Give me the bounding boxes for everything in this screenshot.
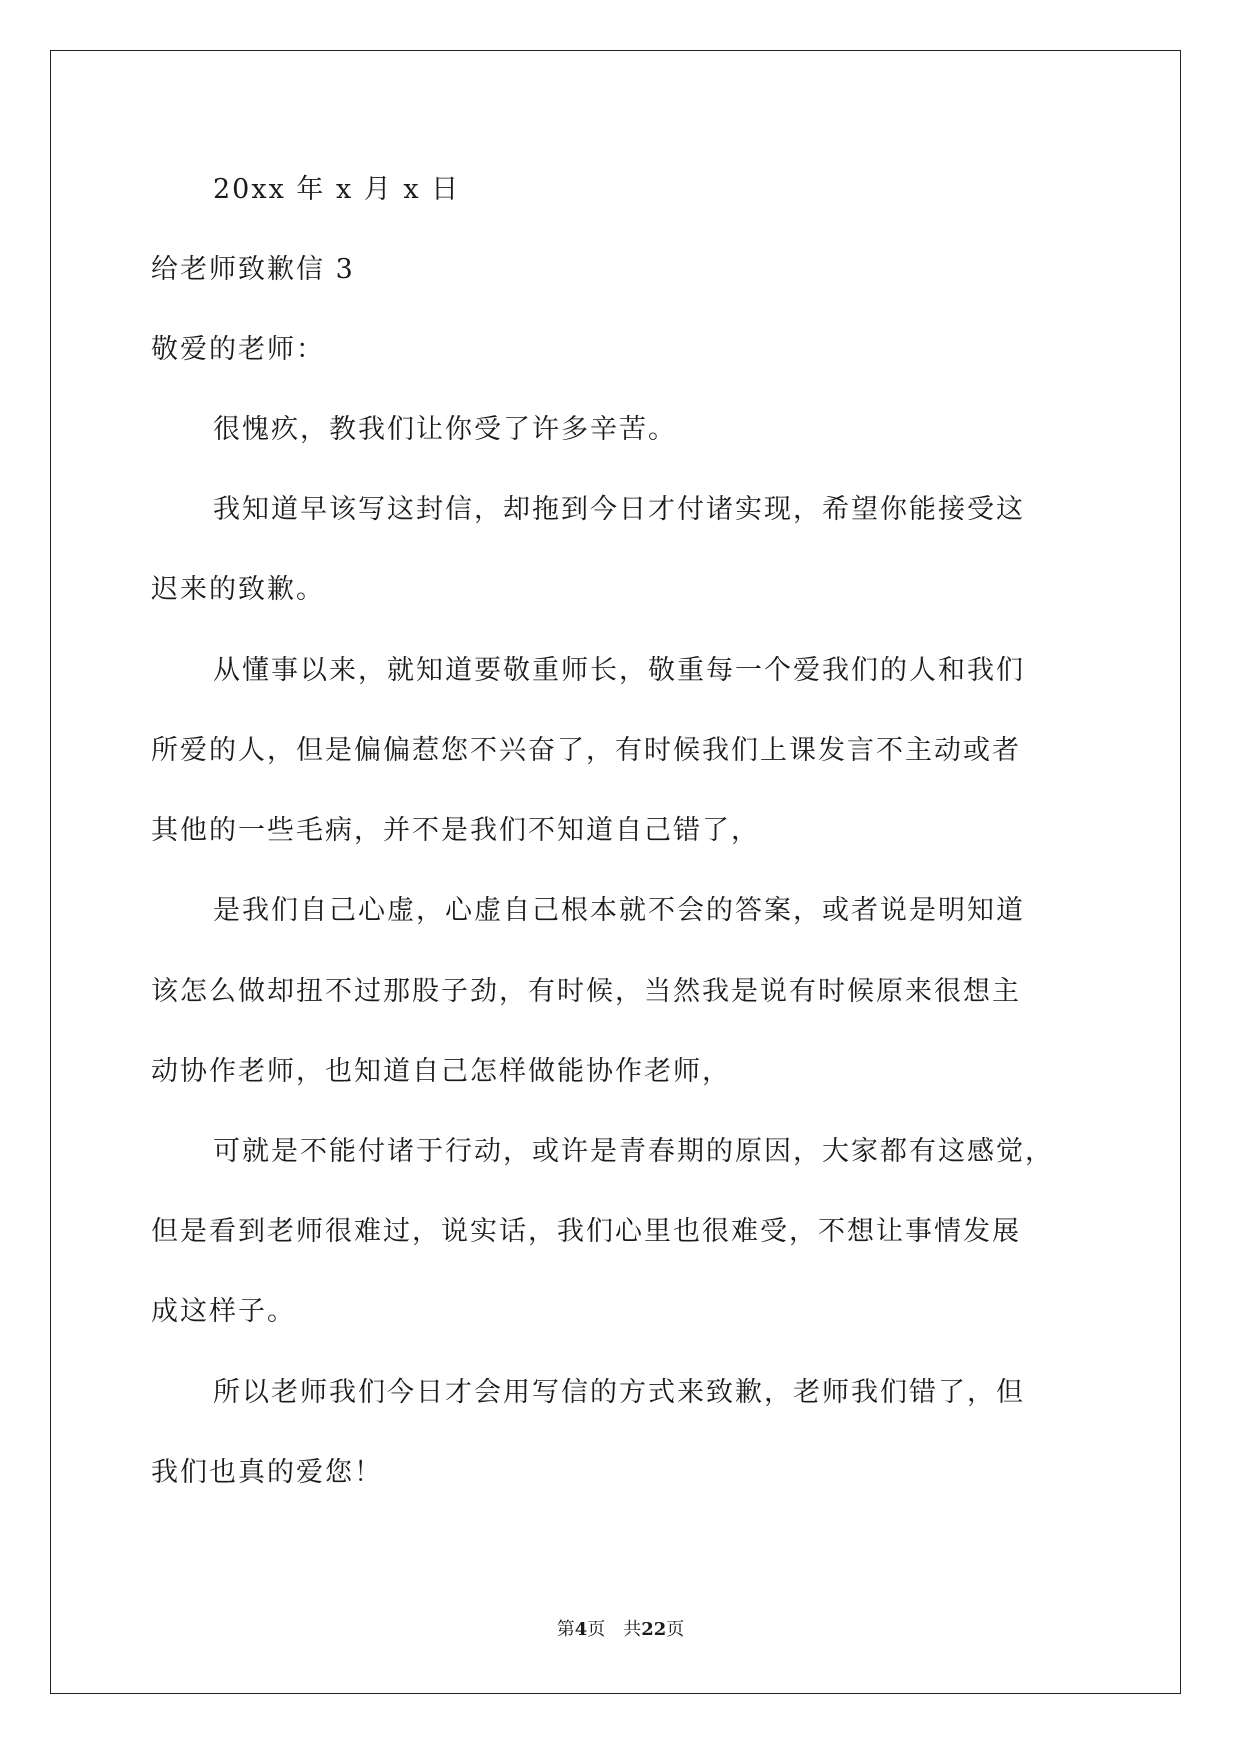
current-page-number: 4	[574, 1619, 588, 1640]
paragraph-line: 很愧疚，教我们让你受了许多辛苦。	[213, 414, 677, 445]
paragraph-line: 可就是不能付诸于行动，或许是青春期的原因，大家都有这感觉，	[213, 1136, 1054, 1167]
footer-prefix: 第	[556, 1619, 575, 1640]
page-footer	[0, 1618, 1241, 1642]
paragraph-line: 从懂事以来，就知道要敬重师长，敬重每一个爱我们的人和我们	[213, 655, 1025, 686]
paragraph-line: 所爱的人，但是偏偏惹您不兴奋了，有时候我们上课发言不主动或者	[151, 735, 1021, 766]
footer-mid: 页 共	[587, 1619, 642, 1640]
paragraph-line: 其他的一些毛病，并不是我们不知道自己错了，	[151, 815, 760, 846]
paragraph-line: 是我们自己心虚，心虚自己根本就不会的答案，或者说是明知道	[213, 895, 1025, 926]
footer-suffix: 页	[666, 1619, 685, 1640]
page-border	[50, 50, 1181, 1694]
paragraph-line: 所以老师我们今日才会用写信的方式来致歉，老师我们错了，但	[213, 1377, 1025, 1408]
paragraph-line: 成这样子。	[151, 1296, 296, 1327]
paragraph-line: 该怎么做却扭不过那股子劲，有时候，当然我是说有时候原来很想主	[151, 976, 1021, 1007]
total-page-count: 22	[641, 1619, 667, 1640]
letter-date: 20xx 年 x 月 x 日	[213, 174, 461, 205]
paragraph-line: 动协作老师，也知道自己怎样做能协作老师，	[151, 1056, 731, 1087]
letter-salutation: 敬爱的老师：	[151, 334, 325, 365]
paragraph-line: 但是看到老师很难过，说实话，我们心里也很难受，不想让事情发展	[151, 1216, 1021, 1247]
paragraph-line: 我们也真的爱您！	[151, 1457, 383, 1488]
paragraph-line: 我知道早该写这封信，却拖到今日才付诸实现，希望你能接受这	[213, 494, 1025, 525]
letter-title: 给老师致歉信 3	[151, 254, 355, 285]
paragraph-line: 迟来的致歉。	[151, 574, 325, 605]
